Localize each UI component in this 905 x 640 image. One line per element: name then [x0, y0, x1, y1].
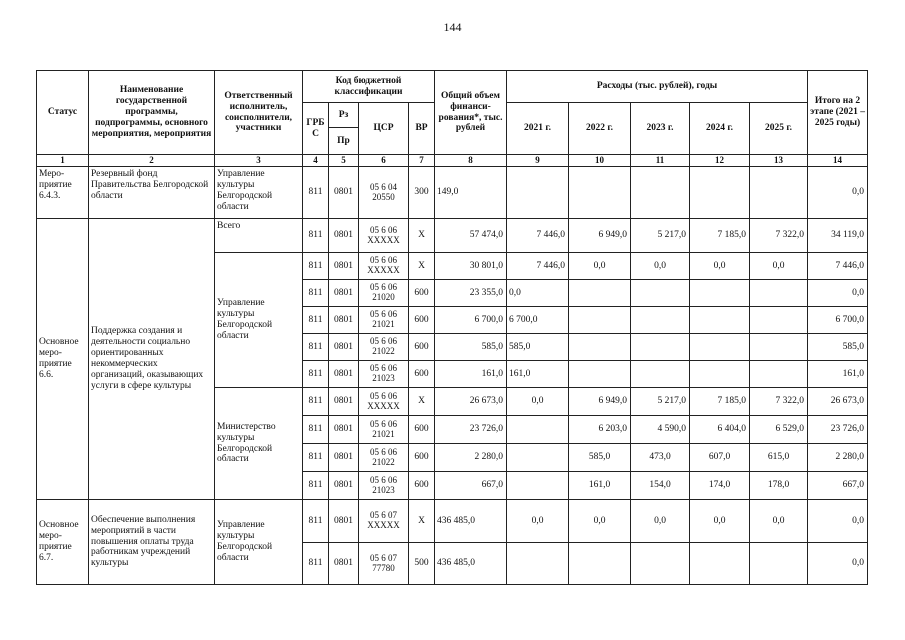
col-number: 2	[89, 155, 215, 167]
csr-cell: 05 6 04 20550	[359, 167, 409, 219]
total-cell: 57 474,0	[435, 219, 507, 253]
y2022-cell: 6 203,0	[569, 416, 631, 444]
itogo-cell: 26 673,0	[808, 388, 868, 416]
y2021-cell: 0,0	[507, 500, 569, 543]
grbs-cell: 811	[303, 307, 329, 334]
y2024-cell: 0,0	[690, 500, 750, 543]
header-2021: 2021 г.	[507, 103, 569, 155]
y2022-cell: 6 949,0	[569, 388, 631, 416]
header-total: Общий объем финанси-рования*, тыс. рублей	[435, 71, 507, 155]
y2024-cell: 607,0	[690, 444, 750, 472]
rz-cell: 0801	[329, 388, 359, 416]
y2022-cell: 161,0	[569, 472, 631, 500]
name-cell: Обеспечение выполнения мероприятий в части повышения оплаты труда работникам учреждений культуры	[89, 500, 215, 585]
status-cell: Основное меро-приятие 6.6.	[37, 219, 89, 500]
header-name: Наименование государственной программы, подпрограммы, основного мероприятия, мероприятия	[89, 71, 215, 155]
vr-cell: 600	[409, 334, 435, 361]
col-number: 7	[409, 155, 435, 167]
y2023-cell	[631, 307, 690, 334]
y2022-cell: 0,0	[569, 253, 631, 280]
csr-cell: 05 6 06 21023	[359, 361, 409, 388]
col-number: 1	[37, 155, 89, 167]
csr-cell: 05 6 06 21022	[359, 444, 409, 472]
total-cell: 6 700,0	[435, 307, 507, 334]
col-number: 3	[215, 155, 303, 167]
y2025-cell: 7 322,0	[750, 219, 808, 253]
header-2024: 2024 г.	[690, 103, 750, 155]
total-cell: 26 673,0	[435, 388, 507, 416]
y2022-cell: 585,0	[569, 444, 631, 472]
rz-cell: 0801	[329, 253, 359, 280]
total-cell: 149,0	[435, 167, 507, 219]
responsible-cell: Управление культуры Белгородской области	[215, 500, 303, 585]
header-2022: 2022 г.	[569, 103, 631, 155]
y2021-cell	[507, 167, 569, 219]
y2025-cell	[750, 307, 808, 334]
vr-cell: X	[409, 500, 435, 543]
table-row	[37, 167, 868, 219]
y2024-cell	[690, 361, 750, 388]
total-cell: 585,0	[435, 334, 507, 361]
vr-cell: 600	[409, 416, 435, 444]
grbs-cell: 811	[303, 388, 329, 416]
y2021-cell: 6 700,0	[507, 307, 569, 334]
y2023-cell	[631, 361, 690, 388]
grbs-cell: 811	[303, 416, 329, 444]
rz-cell: 0801	[329, 472, 359, 500]
grbs-cell: 811	[303, 253, 329, 280]
csr-cell: 05 6 06 21021	[359, 416, 409, 444]
y2024-cell	[690, 307, 750, 334]
y2023-cell: 4 590,0	[631, 416, 690, 444]
header-vr: ВР	[409, 103, 435, 155]
rz-cell: 0801	[329, 444, 359, 472]
header-2023: 2023 г.	[631, 103, 690, 155]
rz-cell: 0801	[329, 280, 359, 307]
page-number: 144	[443, 20, 462, 34]
y2023-cell: 5 217,0	[631, 219, 690, 253]
y2021-cell: 7 446,0	[507, 253, 569, 280]
y2022-cell: 0,0	[569, 500, 631, 543]
y2024-cell: 7 185,0	[690, 388, 750, 416]
grbs-cell: 811	[303, 472, 329, 500]
header-itogo: Итого на 2 этапе (2021 – 2025 годы)	[808, 71, 868, 155]
y2021-cell: 0,0	[507, 280, 569, 307]
y2025-cell: 615,0	[750, 444, 808, 472]
grbs-cell: 811	[303, 167, 329, 219]
y2021-cell	[507, 543, 569, 585]
grbs-cell: 811	[303, 500, 329, 543]
csr-cell: 05 6 06 XXXXX	[359, 388, 409, 416]
header-pr: Пр	[329, 128, 359, 155]
y2022-cell	[569, 167, 631, 219]
itogo-cell: 0,0	[808, 280, 868, 307]
vr-cell: 600	[409, 361, 435, 388]
name-cell: Резервный фонд Правительства Белгородской области	[89, 167, 215, 219]
itogo-cell: 161,0	[808, 361, 868, 388]
y2021-cell: 585,0	[507, 334, 569, 361]
col-number: 6	[359, 155, 409, 167]
y2023-cell: 0,0	[631, 253, 690, 280]
y2022-cell	[569, 334, 631, 361]
header-grbs: ГРБ С	[303, 103, 329, 155]
grbs-cell: 811	[303, 361, 329, 388]
vr-cell: 600	[409, 280, 435, 307]
col-number: 10	[569, 155, 631, 167]
total-cell: 23 726,0	[435, 416, 507, 444]
total-cell: 161,0	[435, 361, 507, 388]
y2025-cell: 0,0	[750, 500, 808, 543]
itogo-cell: 23 726,0	[808, 416, 868, 444]
y2025-cell: 6 529,0	[750, 416, 808, 444]
itogo-cell: 2 280,0	[808, 444, 868, 472]
rz-cell: 0801	[329, 543, 359, 585]
itogo-cell: 6 700,0	[808, 307, 868, 334]
y2025-cell	[750, 334, 808, 361]
y2024-cell	[690, 280, 750, 307]
grbs-cell: 811	[303, 543, 329, 585]
y2024-cell	[690, 334, 750, 361]
header-status: Статус	[37, 71, 89, 155]
budget-table	[36, 70, 868, 585]
grbs-cell: 811	[303, 219, 329, 253]
itogo-cell: 7 446,0	[808, 253, 868, 280]
y2024-cell	[690, 543, 750, 585]
y2022-cell	[569, 361, 631, 388]
vr-cell: X	[409, 388, 435, 416]
col-number: 4	[303, 155, 329, 167]
itogo-cell: 0,0	[808, 167, 868, 219]
csr-cell: 05 6 07 XXXXX	[359, 500, 409, 543]
csr-cell: 05 6 06 XXXXX	[359, 219, 409, 253]
csr-cell: 05 6 06 21020	[359, 280, 409, 307]
itogo-cell: 667,0	[808, 472, 868, 500]
y2021-cell: 0,0	[507, 388, 569, 416]
total-cell: 667,0	[435, 472, 507, 500]
y2023-cell: 5 217,0	[631, 388, 690, 416]
itogo-cell: 0,0	[808, 500, 868, 543]
total-cell: 2 280,0	[435, 444, 507, 472]
rz-cell: 0801	[329, 219, 359, 253]
y2025-cell	[750, 543, 808, 585]
vr-cell: 600	[409, 472, 435, 500]
col-number: 13	[750, 155, 808, 167]
csr-cell: 05 6 06 XXXXX	[359, 253, 409, 280]
name-cell: Поддержка создания и деятельности социально ориентированных некоммерческих организаций, оказывающих услуги в сфере культуры	[89, 219, 215, 500]
col-number: 14	[808, 155, 868, 167]
vr-cell: X	[409, 253, 435, 280]
total-cell: 23 355,0	[435, 280, 507, 307]
total-cell: 436 485,0	[435, 543, 507, 585]
responsible-cell: Управление культуры Белгородской области	[215, 253, 303, 388]
y2025-cell: 0,0	[750, 253, 808, 280]
grbs-cell: 811	[303, 334, 329, 361]
y2021-cell: 161,0	[507, 361, 569, 388]
y2022-cell	[569, 543, 631, 585]
y2025-cell	[750, 280, 808, 307]
y2024-cell	[690, 167, 750, 219]
y2025-cell: 178,0	[750, 472, 808, 500]
total-cell: 30 801,0	[435, 253, 507, 280]
y2021-cell	[507, 444, 569, 472]
y2024-cell: 0,0	[690, 253, 750, 280]
status-cell: Меро-приятие 6.4.3.	[37, 167, 89, 219]
rz-cell: 0801	[329, 334, 359, 361]
header-budget-code: Код бюджетной классификации	[303, 71, 435, 103]
itogo-cell: 0,0	[808, 543, 868, 585]
grbs-cell: 811	[303, 444, 329, 472]
y2023-cell	[631, 280, 690, 307]
y2024-cell: 174,0	[690, 472, 750, 500]
y2024-cell: 6 404,0	[690, 416, 750, 444]
table-row	[37, 500, 868, 543]
header-csr: ЦСР	[359, 103, 409, 155]
y2021-cell: 7 446,0	[507, 219, 569, 253]
rz-cell: 0801	[329, 416, 359, 444]
vr-cell: X	[409, 219, 435, 253]
responsible-cell: Всего	[215, 219, 303, 253]
itogo-cell: 585,0	[808, 334, 868, 361]
header-2025: 2025 г.	[750, 103, 808, 155]
y2023-cell	[631, 167, 690, 219]
total-cell: 436 485,0	[435, 500, 507, 543]
y2023-cell	[631, 334, 690, 361]
csr-cell: 05 6 07 77780	[359, 543, 409, 585]
vr-cell: 600	[409, 444, 435, 472]
table-row	[37, 219, 868, 253]
rz-cell: 0801	[329, 307, 359, 334]
y2022-cell: 6 949,0	[569, 219, 631, 253]
y2024-cell: 7 185,0	[690, 219, 750, 253]
responsible-cell: Управление культуры Белгородской области	[215, 167, 303, 219]
y2023-cell	[631, 543, 690, 585]
y2023-cell: 0,0	[631, 500, 690, 543]
rz-cell: 0801	[329, 167, 359, 219]
col-number: 9	[507, 155, 569, 167]
col-number: 11	[631, 155, 690, 167]
y2021-cell	[507, 472, 569, 500]
y2025-cell: 7 322,0	[750, 388, 808, 416]
header-expenses: Расходы (тыс. рублей), годы	[507, 71, 808, 103]
rz-cell: 0801	[329, 500, 359, 543]
y2023-cell: 473,0	[631, 444, 690, 472]
csr-cell: 05 6 06 21022	[359, 334, 409, 361]
col-number: 5	[329, 155, 359, 167]
vr-cell: 500	[409, 543, 435, 585]
status-cell: Основное меро-приятие 6.7.	[37, 500, 89, 585]
y2021-cell	[507, 416, 569, 444]
y2022-cell	[569, 307, 631, 334]
csr-cell: 05 6 06 21021	[359, 307, 409, 334]
rz-cell: 0801	[329, 361, 359, 388]
header-responsible: Ответственный исполнитель, соисполнители, участники	[215, 71, 303, 155]
col-number: 8	[435, 155, 507, 167]
csr-cell: 05 6 06 21023	[359, 472, 409, 500]
vr-cell: 300	[409, 167, 435, 219]
grbs-cell: 811	[303, 280, 329, 307]
header-rz: Рз	[329, 103, 359, 128]
y2025-cell	[750, 167, 808, 219]
y2023-cell: 154,0	[631, 472, 690, 500]
col-number: 12	[690, 155, 750, 167]
vr-cell: 600	[409, 307, 435, 334]
responsible-cell: Министерство культуры Белгородской области	[215, 388, 303, 500]
y2025-cell	[750, 361, 808, 388]
itogo-cell: 34 119,0	[808, 219, 868, 253]
y2022-cell	[569, 280, 631, 307]
